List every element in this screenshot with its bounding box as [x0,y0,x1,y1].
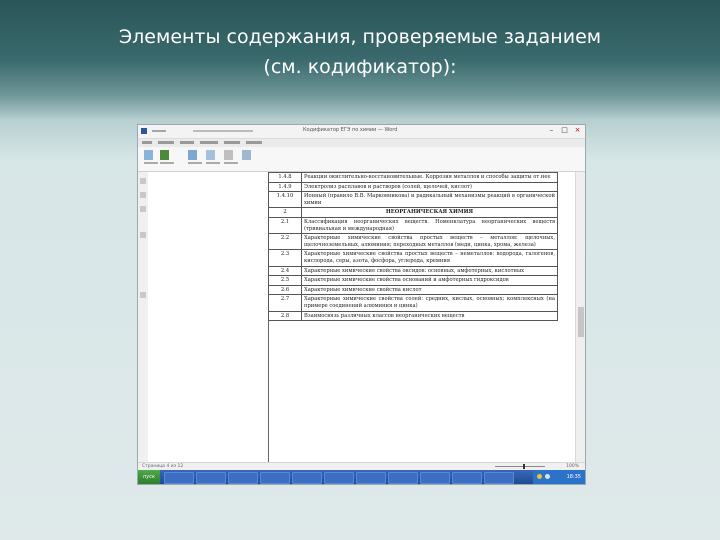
tab-references[interactable] [246,141,262,144]
element-code: 2.7 [269,295,302,311]
element-code: 2.2 [269,234,302,250]
slide-title-line-2: (см. кодификатор): [263,56,457,78]
windows-taskbar [138,470,585,484]
slide-title [0,22,720,82]
tab-design[interactable] [200,141,218,144]
close-button[interactable]: × [574,126,581,134]
taskbar-item[interactable] [260,472,290,484]
system-tray [533,470,585,484]
element-code: 2.6 [269,285,302,295]
codifier-table [268,172,558,321]
element-code: 1.4.8 [269,173,302,183]
table-row [269,192,558,208]
table-row [269,311,558,321]
element-code: 2.8 [269,311,302,321]
taskbar-item[interactable] [164,472,194,484]
zoom-level[interactable]: 100% [566,464,579,469]
table-row [269,285,558,295]
scrollbar-thumb[interactable] [578,307,584,337]
ribbon-label [188,162,202,164]
table-row [269,295,558,311]
tab-layout[interactable] [224,141,240,144]
taskbar-item[interactable] [324,472,354,484]
table-row [269,217,558,233]
slide-title-line-1: Элементы содержания, проверяемые заданием [118,26,602,48]
ribbon [138,139,585,172]
ribbon-label [206,162,220,164]
tab-home[interactable] [158,141,174,144]
taskbar-item[interactable] [292,472,322,484]
tab-insert[interactable] [180,141,194,144]
taskbar-item[interactable] [420,472,450,484]
table-left-column [148,172,269,462]
element-text: Характерные химические свойства оснований и амфотерных гидроксидов [302,276,558,286]
ribbon-tabs [138,139,585,147]
table-row [269,173,558,183]
table-row [269,266,558,276]
ribbon-label [224,162,238,164]
sidebar-item[interactable] [140,292,146,298]
numbering-icon[interactable] [206,150,215,160]
table-row [269,276,558,286]
tab-file[interactable] [142,141,152,144]
taskbar-item[interactable] [452,472,482,484]
network-icon[interactable] [537,474,542,479]
element-text: Ионный (правило В.В. Марковникова) и радикальный механизмы реакций в органической химии [302,192,558,208]
start-button[interactable]: пуск [138,470,160,484]
taskbar-item[interactable] [388,472,418,484]
element-code: 1.4.9 [269,182,302,192]
ribbon-label [160,162,174,164]
element-code: 2.4 [269,266,302,276]
element-text: Характерные химические свойства простых веществ – металлов: щелочных, щелочноземельных, алюминия; переходных металлов (меди, цинка, хрома, железа) [302,234,558,250]
element-text: Характерные химические свойства оксидов: основных, амфотерных, кислотных [302,266,558,276]
taskbar-item[interactable] [228,472,258,484]
ribbon-group-1 [142,148,182,168]
quick-access-extra [193,130,253,132]
taskbar-item[interactable] [484,472,514,484]
indent-icon[interactable] [224,150,233,160]
window-controls [547,126,582,137]
clock[interactable]: 18:35 [566,474,581,480]
align-icon[interactable] [242,150,251,160]
document-page [148,172,576,462]
word-app-icon[interactable] [141,128,147,134]
element-text: Характерные химические свойства простых веществ – неметаллов: водорода, галогенов, кислорода, серы, азота, фосфора, углерода, кремния [302,250,558,266]
codifier-table-wrap [268,172,558,321]
element-text: Классификация неорганических веществ. Номенклатура неорганических веществ (тривиальная и международная) [302,217,558,233]
element-text: Реакции окислительно-восстановительные. Коррозия металлов и способы защиты от нее [302,173,558,183]
sidebar-item[interactable] [140,232,146,238]
document-title: Кодификатор ЕГЭ по химии — Word [303,127,398,133]
quick-access-toolbar[interactable] [152,130,166,132]
table-row [269,182,558,192]
element-code: 2.5 [269,276,302,286]
minimize-button[interactable]: – [549,126,554,134]
element-code: 2.1 [269,217,302,233]
ribbon-group-2 [186,148,266,168]
word-window-screenshot [137,124,586,485]
zoom-slider[interactable] [495,466,545,467]
taskbar-item[interactable] [356,472,386,484]
ribbon-label [144,162,158,164]
window-titlebar [138,125,585,139]
table-row [269,234,558,250]
element-code: 1.4.10 [269,192,302,208]
section-number: 2 [269,208,302,218]
table-row [269,250,558,266]
paste-icon[interactable] [144,150,153,160]
taskbar-item[interactable] [196,472,226,484]
sidebar-item[interactable] [140,178,146,184]
section-row [269,208,558,218]
zoom-knob[interactable] [523,464,525,469]
element-text: Электролиз расплавов и растворов (солей, щелочей, кислот) [302,182,558,192]
volume-icon[interactable] [545,474,550,479]
element-text: Характерные химические свойства кислот [302,285,558,295]
vertical-scrollbar[interactable] [575,172,585,462]
maximize-button[interactable]: □ [561,126,568,134]
element-code: 2.3 [269,250,302,266]
styles-icon[interactable] [160,150,169,160]
element-text: Характерные химические свойства солей: средних, кислых, основных; комплексных (на примере соединений алюминия и цинка) [302,295,558,311]
section-title: НЕОРГАНИЧЕСКАЯ ХИМИЯ [302,208,558,218]
sidebar-item[interactable] [140,192,146,198]
element-text: Взаимосвязь различных классов неорганических веществ [302,311,558,321]
page-indicator[interactable]: Страница 4 из 12 [142,464,184,469]
sidebar-item[interactable] [140,206,146,212]
bullets-icon[interactable] [188,150,197,160]
